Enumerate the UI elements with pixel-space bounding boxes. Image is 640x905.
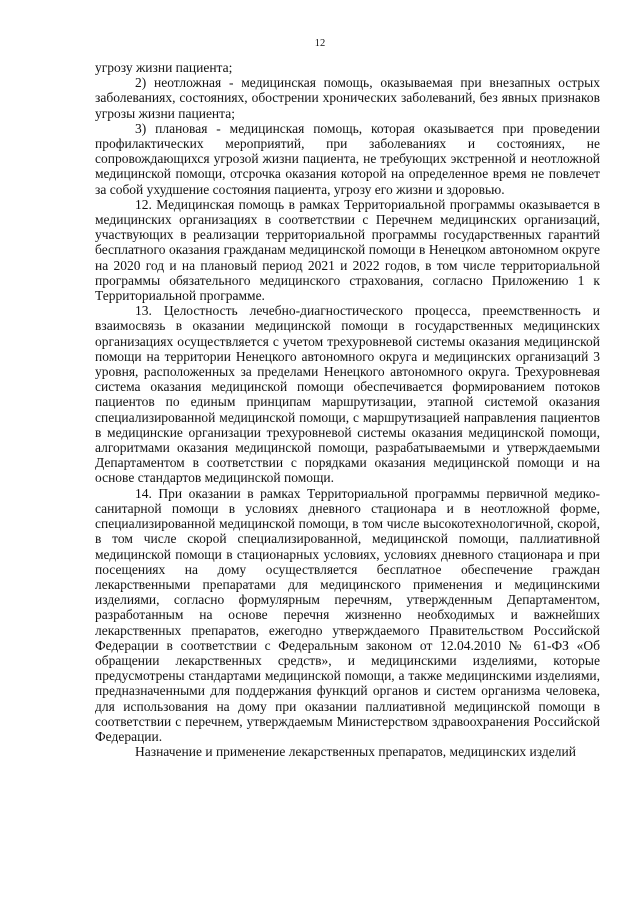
paragraph-planned-care: 3) плановая - медицинская помощь, которая оказывается при проведении профилактических мероприятий, при заболеваниях и состояниях, не сопровождающихся угрозой жизни пациента, не требующих экстренной и неотложной медицинской помощи, отсрочка оказания которой на определенное время не повлечет за собой ухудшение состояния пациента, угрозу его жизни и здоровью. [95,120,600,197]
paragraph-13: 13. Целостность лечебно-диагностического процесса, преемственность и взаимосвязь в оказании медицинской помощи в государственных медицинских организациях осуществляется с учетом трехуровневой системы оказания медицинской помощи на территории Ненецкого автономного округа и медицинских организаций 3 уровня, расположенных за пределами Ненецкого автономного округа. Трехуровневая система оказания медицинской помощи обеспечивается формированием потоков пациентов по единым принципам маршрутизации, этапной системой оказания специализированной медицинской помощи, с маршрутизацией направления пациентов в медицинские организации трехуровневой системы оказания медицинской помощи, алгоритмами оказания медицинской помощи, разрабатываемыми и утверждаемыми Департаментом в соответствии с порядками оказания медицинской помощи и на основе стандартов медицинской помощи. [95,303,600,486]
document-body [95,60,600,759]
paragraph-final: Назначение и применение лекарственных препаратов, медицинских изделий [135,744,576,760]
paragraph-14: 14. При оказании в рамках Территориальной программы первичной медико-санитарной помощи в условиях дневного стационара и в неотложной форме, специализированной медицинской помощи, в том числе высокотехнологичной, скорой, в том числе скорой специализированной, медицинской помощи, паллиативной медицинской помощи в стационарных условиях, условиях дневного стационара и при посещениях на дому осуществляется бесплатное обеспечение граждан лекарственными препаратами для медицинского применения и медицинскими изделиями, согласно формулярным перечням, утвержденным Департаментом, разработанным на основе перечня жизненно необходимых и важнейших лекарственных препаратов, ежегодно утверждаемого Правительством Российской Федерации в соответствии с Федеральным законом от 12.04.2010 № 61-ФЗ «Об обращении лекарственных средств», и медицинскими изделиями, которые предусмотрены стандартами медицинской помощи, а также медицинскими изделиями, предназначенными для поддержания функций органов и систем организма человека, для использования на дому при оказании паллиативной медицинской помощи в соответствии с перечнем, утверждаемым Министерством здравоохранения Российской Федерации. [95,485,600,744]
page-number: 12 [314,38,326,49]
paragraph-continuation: угрозу жизни пациента; [95,60,233,75]
paragraph-urgent-care: 2) неотложная - медицинская помощь, оказываемая при внезапных острых заболеваниях, состояниях, обострении хронических заболеваний, без явных признаков угрозы жизни пациента; [95,75,600,121]
paragraph-12: 12. Медицинская помощь в рамках Территориальной программы оказывается в медицинских организациях в соответствии с Перечнем медицинских организаций, участвующих в реализации территориальной программы государственных гарантий бесплатного оказания гражданам медицинской помощи в Ненецком автономном округе на 2020 год и на плановый период 2021 и 2022 годов, в том числе территориальной программы обязательного медицинского страхования, согласно Приложению 1 к Территориальной программе. [95,196,600,304]
